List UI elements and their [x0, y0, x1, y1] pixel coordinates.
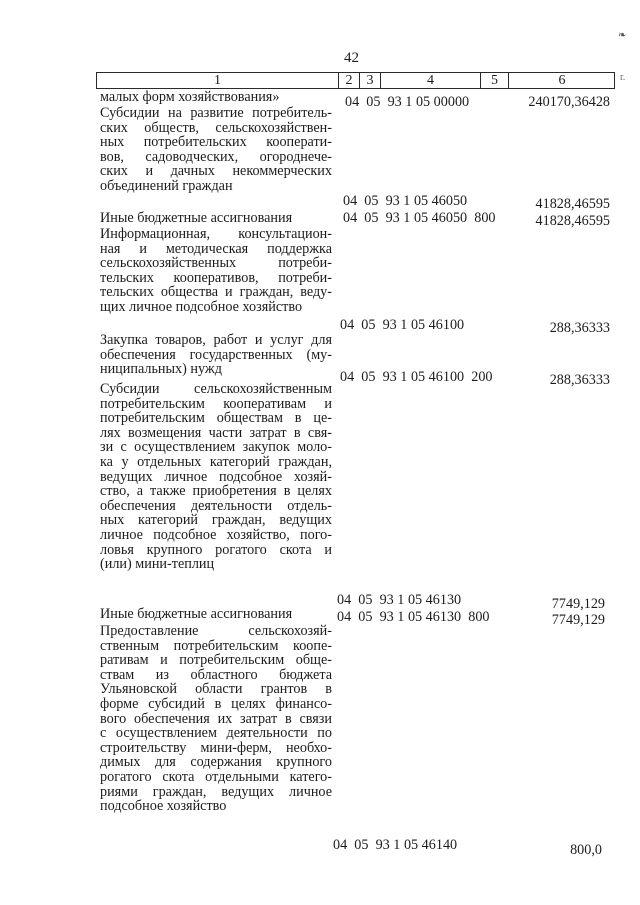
row-amount: 240170,36428 — [528, 94, 610, 110]
description-line: обеспечения государственных (му- — [100, 346, 332, 363]
description-line: ство, а также приобретения в целях — [100, 483, 332, 500]
description-line: Иные бюджетные ассигнования — [100, 210, 293, 226]
description-line: тельских общества и граждан, веду- — [100, 284, 332, 301]
description-line: сельскохозяйственных потреби- — [100, 255, 332, 272]
row-code: 04 05 93 1 05 46100 — [340, 317, 465, 333]
description-line: ная и методическая поддержка — [100, 240, 332, 257]
description-line: ствам из областного бюджета — [100, 666, 332, 683]
description-line: ственным потребительским коопе- — [100, 637, 332, 654]
row-amount: 41828,46595 — [535, 196, 610, 212]
row-description — [100, 333, 332, 377]
row-code: 04 05 93 1 05 46050 — [343, 193, 468, 209]
description-line: Субсидии сельскохозяйственным — [100, 381, 332, 397]
description-line: строительству мини-ферм, необхо- — [100, 739, 332, 756]
row-code: 04 05 93 1 05 46100 200 — [340, 369, 493, 385]
description-line: ских и дачных некоммерческих — [100, 163, 332, 180]
description-line: риями граждан, ведущих личное — [100, 783, 332, 800]
row-amount: 288,36333 — [549, 320, 610, 336]
description-line: объединений граждан — [100, 177, 233, 194]
description-line: лях возмещения части затрат в свя- — [100, 424, 332, 441]
description-line: ративам и потребительским обще- — [100, 652, 332, 669]
row-description — [100, 90, 332, 105]
description-line: малых форм хозяйствования» — [100, 89, 280, 105]
description-line: ных потребительских кооперати- — [100, 134, 332, 151]
description-line: ниципальных) нужд — [100, 361, 222, 378]
header-col-6: 6 — [508, 73, 615, 88]
description-line: (или) мини-теплиц — [100, 556, 215, 573]
description-line: Ульяновской области грантов в — [100, 681, 332, 698]
description-line: Информационная, консультацион- — [100, 226, 332, 242]
row-code: 04 05 93 1 05 46130 800 — [337, 609, 490, 625]
row-code: 04 05 93 1 05 46140 — [333, 837, 458, 853]
description-line: тельских кооперативов, потреби- — [100, 269, 332, 286]
description-line: ведущих личное подсобное хозяй- — [100, 468, 332, 485]
row-amount: 7749,129 — [551, 612, 605, 628]
row-description — [100, 382, 332, 572]
row-amount: 41828,46595 — [535, 213, 610, 229]
corner-scan-mark: ❧ — [618, 30, 627, 41]
description-line: Субсидии на развитие потребитель- — [100, 105, 332, 121]
row-code: 04 05 93 1 05 46130 — [337, 592, 462, 608]
description-line: обеспечения деятельности отдель- — [100, 497, 332, 514]
row-code: 04 05 93 1 05 46050 800 — [343, 210, 496, 226]
table-header — [96, 72, 615, 89]
description-line: Предоставление сельскохозяй- — [100, 623, 332, 639]
description-line: Иные бюджетные ассигнования — [100, 606, 293, 622]
description-line: ских обществ, сельскохозяйствен- — [100, 119, 332, 136]
description-line: подсобное хозяйство — [100, 798, 227, 815]
row-description — [100, 227, 332, 315]
header-col-2: 2 — [338, 73, 359, 88]
description-line: вого обеспечения их затрат в связи — [100, 710, 332, 727]
row-code: 04 05 93 1 05 00000 — [345, 94, 470, 110]
row-amount: 7749,129 — [551, 596, 605, 612]
page-number: 42 — [344, 50, 359, 66]
description-line: ка у отдельных категорий граждан, — [100, 453, 332, 470]
description-line: димых для содержания крупного — [100, 754, 332, 771]
header-col-4: 4 — [380, 73, 480, 88]
description-line: с осуществлением деятельности по — [100, 725, 332, 742]
header-col-5: 5 — [480, 73, 508, 88]
row-amount: 288,36333 — [549, 372, 610, 388]
description-line: Закупка товаров, работ и услуг для — [100, 332, 332, 348]
description-line: щих личное подсобное хозяйство — [100, 298, 303, 315]
row-description — [100, 106, 332, 194]
side-scan-mark: r. — [620, 72, 626, 83]
row-description — [100, 211, 332, 226]
description-line: потребительским обществам в це- — [100, 410, 332, 427]
row-amount: 800,0 — [570, 842, 602, 858]
description-line: рогатого скота отдельными катего- — [100, 768, 332, 785]
header-col-3: 3 — [359, 73, 380, 88]
row-description — [100, 624, 332, 814]
header-col-1: 1 — [214, 73, 221, 88]
row-description — [100, 607, 332, 622]
description-line: ных категорий граждан, ведущих — [100, 512, 332, 529]
description-line: форме субсидий в целях финансо- — [100, 695, 332, 712]
description-line: личное подсобное хозяйство, пого- — [100, 526, 332, 543]
description-line: зи с осуществлением закупок моло- — [100, 439, 332, 456]
description-line: потребительским кооперативам и — [100, 395, 332, 412]
description-line: ловья крупного рогатого скота и — [100, 541, 332, 558]
description-line: вов, садоводческих, огороднече- — [100, 148, 332, 165]
